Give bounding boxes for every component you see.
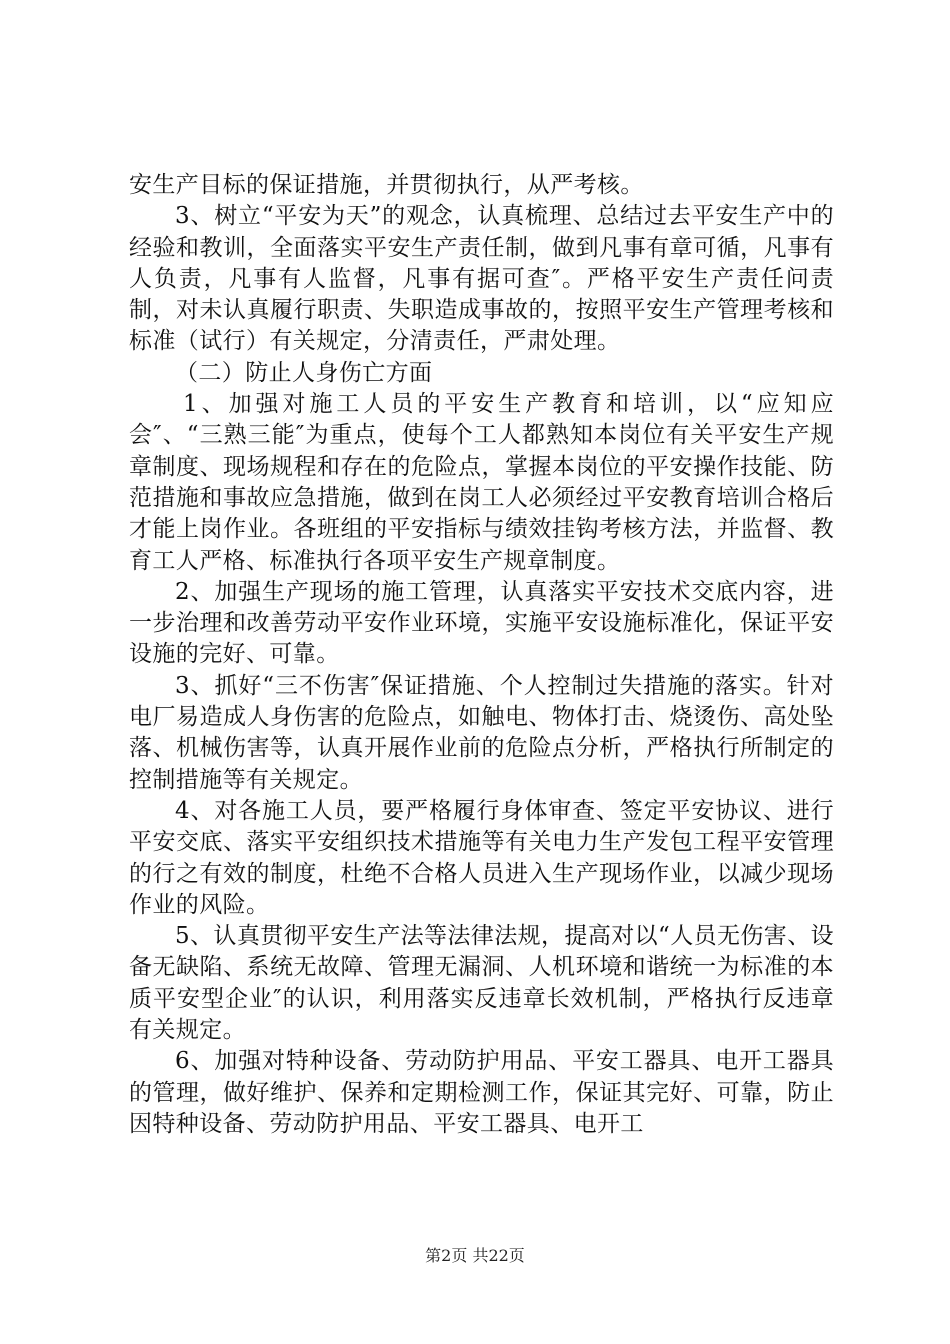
paragraph-item-5: 5、认真贯彻平安生产法等法律法规，提高对以“人员无伤害、设备无缺陷、系统无故障、管理无漏洞、人机环境和谐统一为标准的本质平安型企业″的认识，利用落实反违章长效机制，严格执行反违章有关规定。 — [129, 923, 834, 1044]
paragraph-item-1: 1、加强对施工人员的平安生产教育和培训，以“应知应会″、“三熟三能″为重点，使每个工人都熟知本岗位有关平安生产规章制度、现场规程和存在的危险点，掌握本岗位的平安操作技能、防范措施和事故应急措施，做到在岗工人必须经过平安教育培训合格后才能上岗作业。各班组的平安指标与绩效挂钩考核方法，并监督、教育工人严格、标准执行各项平安生产规章制度。 — [129, 391, 834, 574]
paragraph-item-6: 6、加强对特种设备、劳动防护用品、平安工器具、电开工器具的管理，做好维护、保养和定期检测工作，保证其完好、可靠，防止因特种设备、劳动防护用品、平安工器具、电开工 — [129, 1048, 834, 1137]
document-body — [129, 170, 834, 1140]
paragraph-item-4: 4、对各施工人员，要严格履行身体审查、签定平安协议、进行平安交底、落实平安组织技术措施等有关电力生产发包工程平安管理的行之有效的制度，杜绝不合格人员进入生产现场作业，以减少现场作业的风险。 — [129, 797, 834, 918]
paragraph-continuation: 安生产目标的保证措施，并贯彻执行，从严考核。 — [129, 172, 644, 198]
paragraph-item-3b: 3、抓好“三不伤害″保证措施、个人控制过失措施的落实。针对电厂易造成人身伤害的危险点，如触电、物体打击、烧烫伤、高处坠落、机械伤害等，认真开展作业前的危险点分析，严格执行所制定的控制措施等有关规定。 — [129, 672, 834, 793]
section-heading: （二）防止人身伤亡方面 — [175, 359, 433, 386]
page-number: 第2页 共22页 — [425, 1246, 525, 1265]
paragraph-item-3: 3、树立“平安为天”的观念，认真梳理、总结过去平安生产中的经验和教训，全面落实平安生产责任制，做到凡事有章可循，凡事有人负责，凡事有人监督，凡事有据可查″。严格平安生产责任问责制，对未认真履行职责、失职造成事故的，按照平安生产管理考核和标准（试行）有关规定，分清责任，严肃处理。 — [129, 203, 834, 355]
paragraph-item-2: 2、加强生产现场的施工管理，认真落实平安技术交底内容，进一步治理和改善劳动平安作业环境，实施平安设施标准化，保证平安设施的完好、可靠。 — [129, 578, 834, 668]
